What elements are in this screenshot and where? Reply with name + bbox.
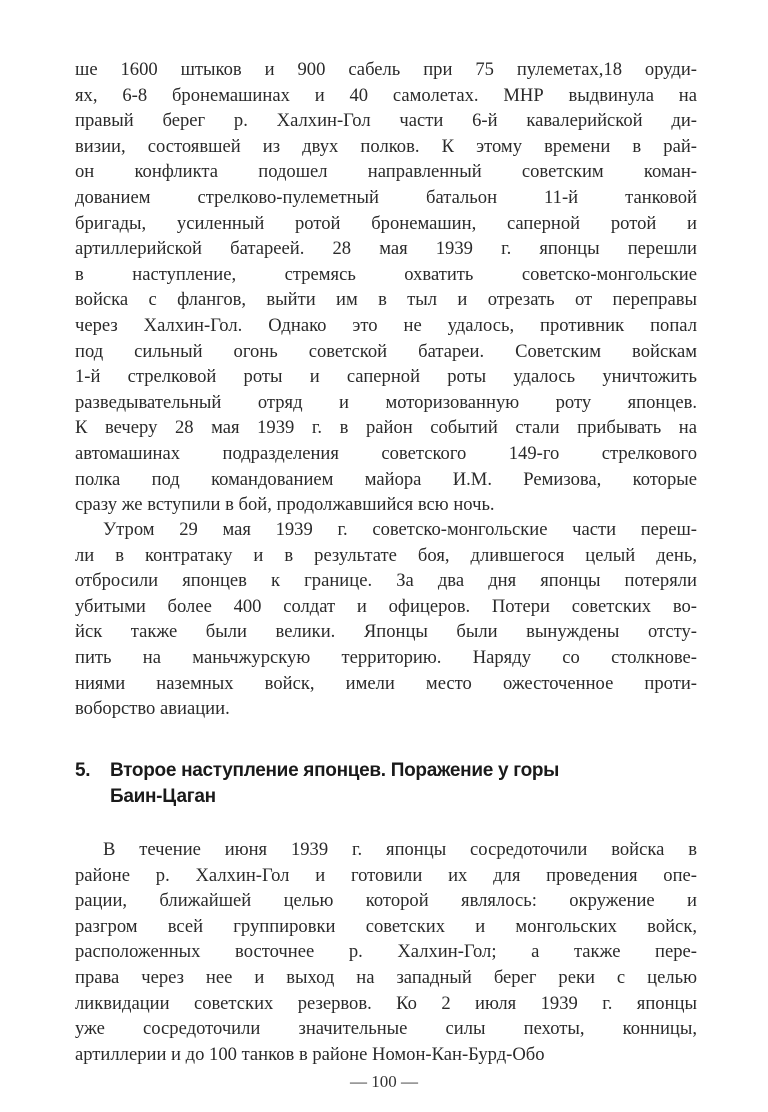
text-line: ях, 6-8 бронемашинах и 40 самолетах. МНР выдвинула на [75,84,697,106]
text-line: йск также были велики. Японцы были вынуждены отсту- [75,621,697,643]
text-line: разгром всей группировки советских и монгольских войск, [75,915,697,937]
text-line: разведывательный отряд и моторизованную роту японцев. [75,391,697,413]
page-number: — 100 — [350,1072,418,1091]
text-line: визии, состоявшей из двух полков. К этому времени в рай- [75,135,697,157]
text-line: артиллерийской батареей. 28 мая 1939 г. японцы перешли [75,238,697,260]
text-line: сразу же вступили в бой, продолжавшийся всю ночь. [75,494,495,516]
text-line: расположенных восточнее р. Халхин-Гол; а также пере- [75,941,697,963]
paragraph-2 [75,517,697,722]
text-line: убитыми более 400 солдат и офицеров. Потери советских во- [75,595,697,617]
text-line: 1-й стрелковой роты и саперной роты удалось уничтожить [75,366,697,388]
text-line: артиллерии и до 100 танков в районе Номон-Кан-Бурд-Обо [75,1043,545,1065]
section-number: 5. [75,760,91,781]
text-line: отбросили японцев к границе. За два дня японцы потеряли [75,570,697,592]
section-title-continued: Баин-Цаган [110,786,216,807]
text-line: пить на маньчжурскую территорию. Наряду со столкнове- [75,646,697,668]
text-line: автомашинах подразделения советского 149-го стрелкового [75,442,697,464]
section-heading [75,758,697,810]
text-line: рации, ближайшей целью которой являлось: окружение и [75,890,697,912]
text-line: В течение июня 1939 г. японцы сосредоточили войска в [103,839,697,860]
text-line: ниями наземных войск, имели место ожесточенное проти- [75,672,697,694]
text-line: воборство авиации. [75,698,230,720]
text-line: дованием стрелково-пулеметный батальон 11-й танковой [75,186,697,208]
text-line: ли в контратаку и в результате боя, длившегося целый день, [75,544,697,566]
text-line: войска с флангов, выйти им в тыл и отрезать от переправы [75,289,697,311]
text-line: бригады, усиленный ротой бронемашин, саперной ротой и [75,212,697,234]
text-line: К вечеру 28 мая 1939 г. в район событий стали прибывать на [75,417,697,439]
text-line: уже сосредоточили значительные силы пехоты, конницы, [75,1018,697,1040]
text-line: в наступление, стремясь охватить советско-монгольские [75,263,697,285]
text-line: правый берег р. Халхин-Гол части 6-й кавалерийской ди- [75,110,697,132]
section-heading-line-1 [75,758,697,784]
text-line: районе р. Халхин-Гол и готовили их для проведения опе- [75,864,697,886]
text-line: ше 1600 штыков и 900 сабель при 75 пулеметах,18 оруди- [75,59,697,80]
section-title: Второе наступление японцев. Поражение у горы [110,760,560,781]
text-line: Утром 29 мая 1939 г. советско-монгольские части переш- [103,519,697,540]
text-line: он конфликта подошел направленный советским коман- [75,161,697,183]
text-line: через Халхин-Гол. Однако это не удалось, противник попал [75,314,697,336]
text-line: права через нее и выход на западный берег реки с целью [75,966,697,988]
text-line: ликвидации советских резервов. Ко 2 июля 1939 г. японцы [75,992,697,1014]
paragraph-1 [75,57,697,518]
text-line: под сильный огонь советской батареи. Советским войскам [75,340,697,362]
paragraph-3 [75,837,697,1067]
text-line: полка под командованием майора И.М. Ремизова, которые [75,468,697,490]
